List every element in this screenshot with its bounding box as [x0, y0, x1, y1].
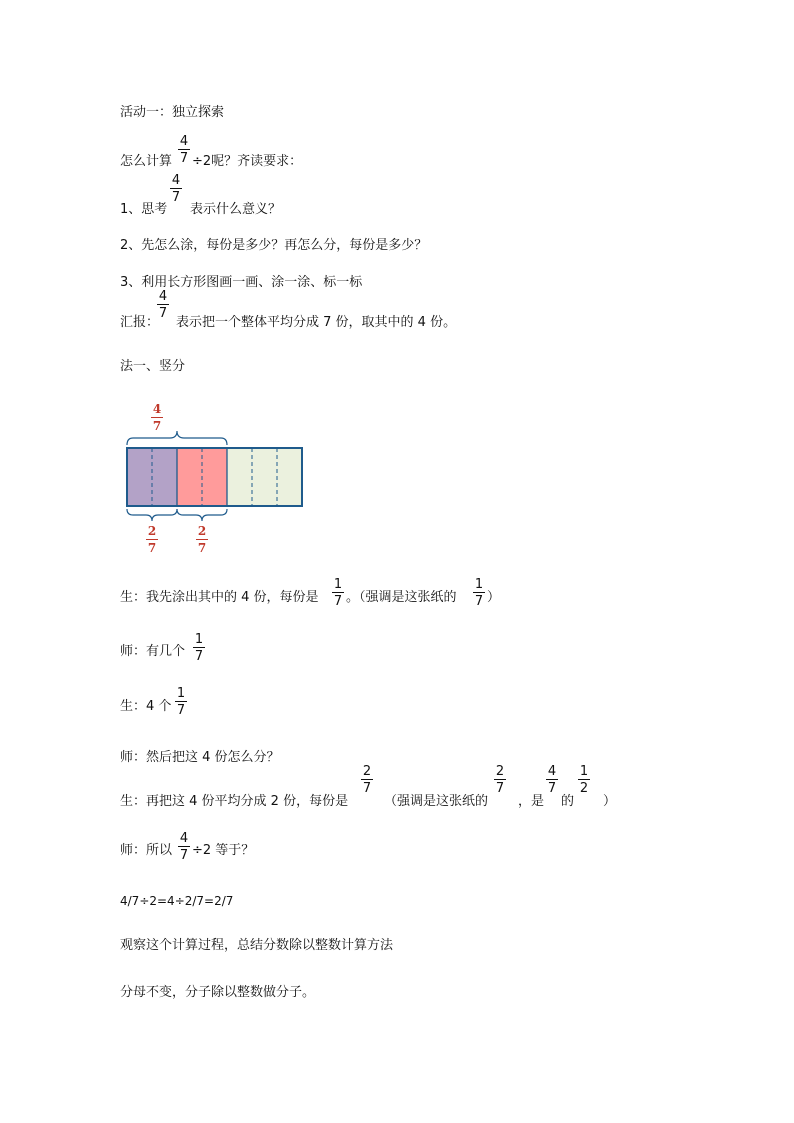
unshaded-region: [227, 448, 302, 506]
teacher-line-3-prefix: 师：所以: [120, 843, 173, 858]
student-line-1-mid: 。（强调是这张纸的: [346, 590, 457, 605]
question-prefix: 怎么计算: [120, 154, 173, 169]
student-line-3-suffix: ）: [603, 794, 617, 809]
fraction-one-seventh: 1 7: [474, 577, 484, 609]
fraction-one-seventh: 1 7: [333, 577, 343, 609]
student-line-1-suffix: ）: [487, 590, 501, 605]
student-line-2: 生：4 个: [120, 699, 172, 714]
fraction-two-sevenths: 2 7: [495, 764, 505, 796]
top-brace: [127, 431, 227, 445]
conclusion: 分母不变，分子除以整数做分子。: [120, 985, 316, 1000]
observation-prompt: 观察这个计算过程，总结分数除以整数计算方法: [120, 938, 394, 953]
teacher-line-2: 师：然后把这 4 份怎么分？: [120, 750, 280, 765]
diagram-top-fraction-label: 4 7: [152, 402, 162, 433]
student-line-3-mid: （强调是这张纸的: [384, 794, 489, 809]
fraction-two-sevenths: 2 7: [362, 764, 372, 796]
fraction-one-seventh: 1 7: [194, 632, 204, 664]
question-suffix: ÷2呢？齐读要求：: [192, 154, 303, 169]
requirement-3: 3、利用长方形图画一画、涂一涂、标一标: [120, 275, 363, 290]
bottom-brace-left: [127, 509, 177, 521]
fraction-four-sevenths: 4 7: [158, 289, 168, 321]
requirement-1-prefix: 1、思考: [120, 202, 168, 217]
bottom-brace-right: [177, 509, 227, 521]
teacher-line-3-suffix: ÷2 等于？: [192, 843, 255, 858]
report-suffix: 表示把一个整体平均分成 7 份，取其中的 4 份。: [176, 315, 457, 330]
diagram-bottom-fraction-label: 2 7: [197, 524, 207, 555]
requirement-2: 2、先怎么涂，每份是多少？再怎么分，每份是多少？: [120, 238, 428, 253]
report-prefix: 汇报：: [120, 315, 160, 330]
student-line-3-mid2: ，是: [518, 794, 545, 809]
teacher-line-1: 师：有几个: [120, 644, 186, 659]
requirement-1-suffix: 表示什么意义？: [190, 202, 282, 217]
equation: 4/7÷2=4÷2/7=2/7: [120, 894, 234, 908]
fraction-one-half: 1 2: [579, 764, 589, 796]
fraction-one-seventh: 1 7: [176, 686, 186, 718]
fraction-four-sevenths: 4 7: [547, 764, 557, 796]
student-line-3-prefix: 生：再把这 4 份平均分成 2 份，每份是: [120, 794, 349, 809]
activity-heading: 活动一：独立探索: [120, 105, 225, 120]
diagram-bottom-fraction-label: 2 7: [147, 524, 157, 555]
fraction-four-sevenths: 4 7: [179, 831, 189, 863]
fraction-four-sevenths: 4 7: [171, 173, 181, 205]
student-line-3-mid3: 的: [561, 794, 575, 809]
student-line-1-prefix: 生：我先涂出其中的 4 份，每份是: [120, 590, 319, 605]
rectangle-diagram: [120, 425, 310, 535]
method-1-label: 法一、竖分: [120, 359, 186, 374]
fraction-four-sevenths: 4 7: [179, 134, 189, 166]
